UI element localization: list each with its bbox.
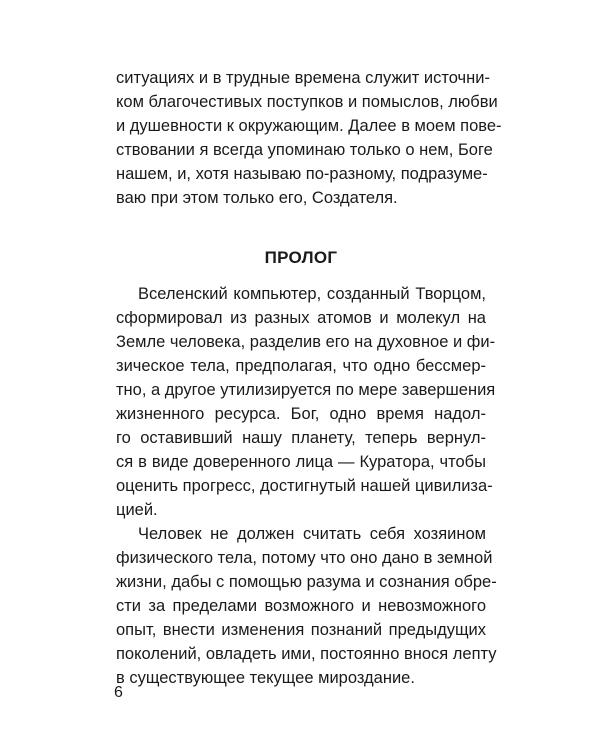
intro-paragraph — [116, 66, 502, 210]
text-line: физического тела, потому что оно дано в земной — [116, 549, 493, 567]
text-line: ствовании я всегда упоминаю только о нем, Боге — [116, 141, 493, 159]
text-line: жизни, дабы с помощью разума и сознания обре- — [116, 573, 497, 591]
text-line: тно, а другое утилизируется по мере завершения — [116, 381, 496, 399]
prologue-body — [116, 282, 497, 690]
text-line: и душевности к окружающим. Далее в моем пове- — [116, 117, 502, 135]
text-line: Человек не должен считать себя хозяином — [138, 525, 486, 543]
text-line: ситуациях и в трудные времена служит источни- — [116, 69, 490, 87]
text-line: поколений, овладеть ими, постоянно внося лепту — [116, 645, 497, 663]
text-line: опыт, внести изменения познаний предыдущих — [116, 621, 486, 639]
page-number: 6 — [114, 684, 123, 701]
text-line: сти за пределами возможного и невозможного — [116, 597, 486, 615]
chapter-heading: ПРОЛОГ — [264, 248, 338, 267]
text-line: жизненного ресурса. Бог, одно время надол- — [116, 405, 486, 423]
text-line: сформировал из разных атомов и молекул на — [116, 309, 486, 327]
text-line: Земле человека, разделив его на духовное и фи- — [116, 333, 496, 351]
text-line: оценить прогресс, достигнутый нашей цивилиза- — [116, 477, 493, 495]
text-line: ваю при этом только его, Создателя. — [116, 189, 398, 207]
text-line: в существующее текущее мироздание. — [116, 669, 415, 687]
text-line: Вселенский компьютер, созданный Творцом, — [138, 285, 486, 303]
text-line: нашем, и, хотя называю по-разному, подразуме- — [116, 165, 488, 183]
text-line: го оставивший нашу планету, теперь вернул- — [116, 429, 486, 447]
text-line: цией. — [116, 501, 158, 519]
text-line: зическое тела, предполагая, что одно бессмер- — [116, 357, 486, 375]
text-line: ком благочестивых поступков и помыслов, любви — [116, 93, 498, 111]
text-line: ся в виде доверенного лица — Куратора, чтобы — [116, 453, 486, 471]
